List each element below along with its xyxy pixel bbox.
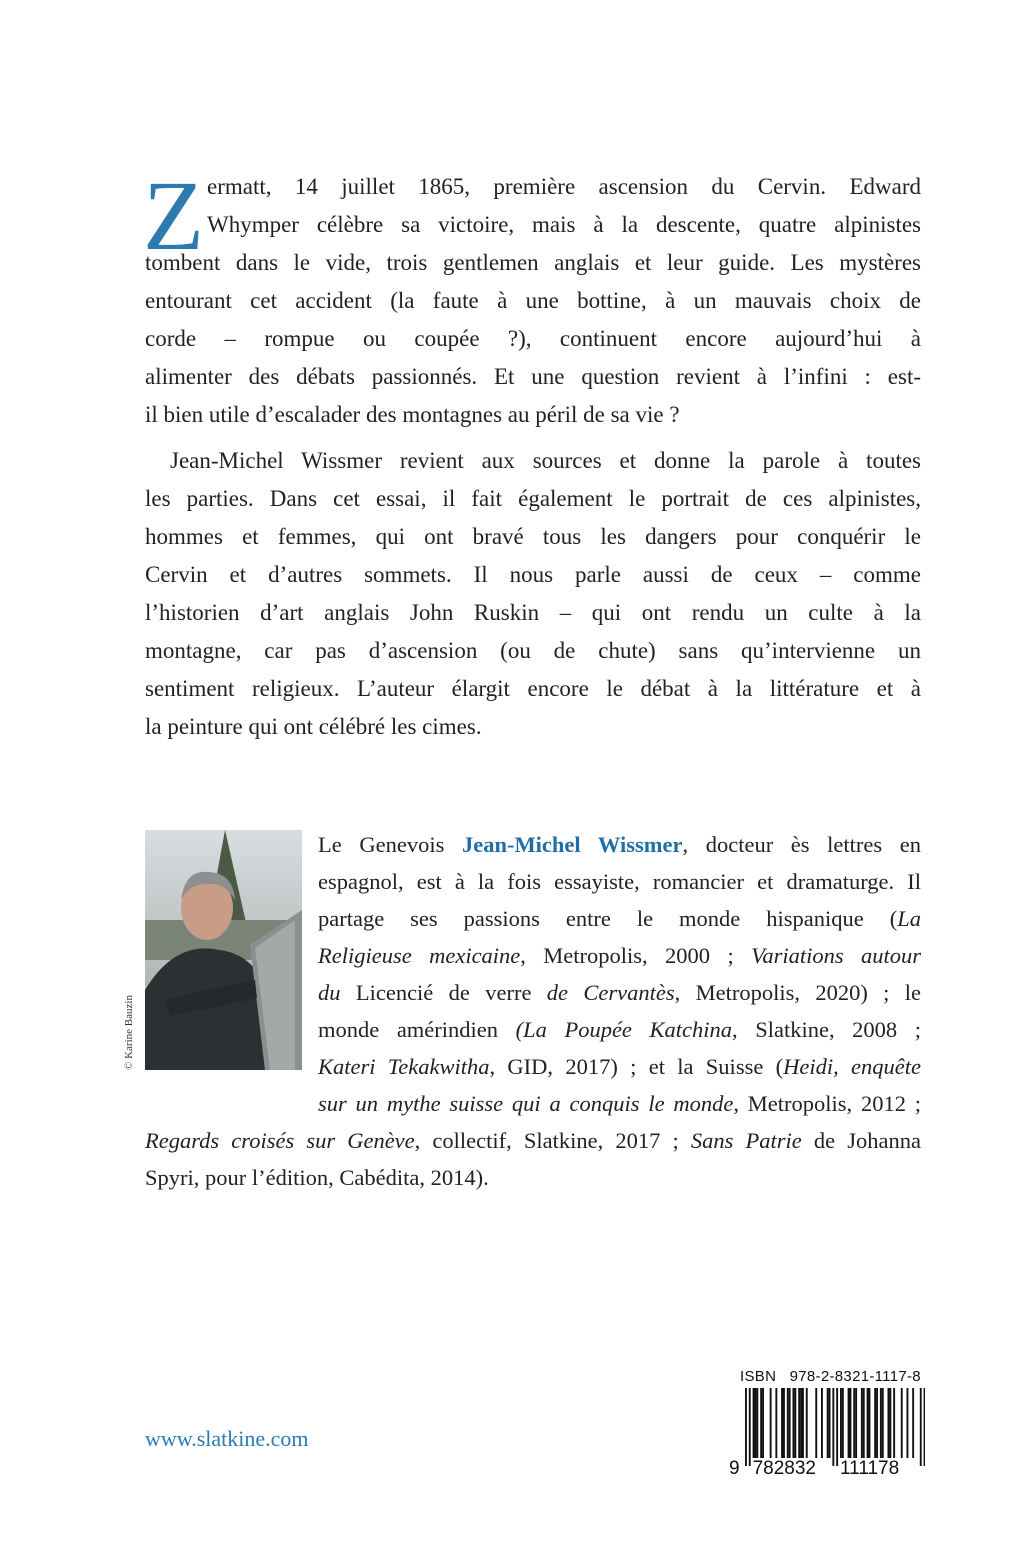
barcode-bar	[760, 1388, 762, 1458]
barcode-bar	[787, 1388, 789, 1458]
barcode-bar	[874, 1388, 876, 1458]
barcode-bar	[869, 1388, 871, 1458]
barcode-bar	[888, 1388, 890, 1458]
barcode	[725, 1388, 925, 1478]
blurb-line: Cervin et d’autres sommets. Il nous parle aussi de ceux – comme	[145, 562, 921, 587]
barcode-bar	[876, 1388, 878, 1458]
barcode-bar	[756, 1388, 758, 1458]
barcode-bar	[863, 1388, 865, 1458]
barcode-bar	[901, 1388, 903, 1458]
barcode-bar	[907, 1388, 909, 1458]
barcode-bar	[755, 1388, 757, 1458]
bio-line	[318, 937, 921, 975]
bio-text: , Slatkine, 2008 ;	[732, 1017, 921, 1042]
barcode-bar	[800, 1388, 802, 1458]
bio-text: , Metropolis, 2012 ;	[733, 1091, 922, 1116]
barcode-bar	[829, 1388, 831, 1458]
blurb-line: montagne, car pas d’ascension (ou de chute) sans qu’intervienne un	[145, 638, 921, 663]
photo-credit: © Karine Bauzin	[123, 995, 135, 1070]
barcode-bar	[794, 1388, 796, 1458]
barcode-bar	[855, 1388, 857, 1458]
book-title: Heidi, enquête	[783, 1054, 922, 1079]
bio-text: espagnol, est à la fois essayiste, romancier et dramaturge. Il	[318, 869, 921, 894]
barcode-digits: 111178	[840, 1458, 900, 1478]
bio-line	[318, 1048, 921, 1086]
blurb-line: Jean-Michel Wissmer revient aux sources et donne la parole à toutes	[170, 448, 921, 473]
book-title: du	[318, 980, 341, 1005]
barcode-bar	[861, 1388, 863, 1458]
barcode-bar	[749, 1388, 751, 1466]
blurb-line: tombent dans le vide, trois gentlemen anglais et leur guide. Les mystères	[145, 250, 921, 275]
book-title: de Cervantès	[546, 980, 675, 1005]
bio-text: , collectif, Slatkine, 2017 ;	[414, 1128, 691, 1153]
book-title: sur un mythe suisse qui a conquis le monde	[318, 1091, 734, 1116]
barcode-bar	[789, 1388, 791, 1458]
bio-line	[318, 863, 921, 901]
blurb-line: hommes et femmes, qui ont bravé tous les dangers pour conquérir le	[145, 524, 921, 549]
book-title: Variations autour	[751, 943, 921, 968]
book-title: La	[897, 906, 921, 931]
barcode-bar	[832, 1388, 834, 1466]
author-photo	[145, 830, 302, 1070]
barcode-bar	[781, 1388, 783, 1458]
barcode-bar	[924, 1388, 925, 1466]
book-title: Sans Patrie	[690, 1128, 802, 1153]
book-title: Regards croisés sur Genève	[145, 1128, 415, 1153]
bio-text: partage ses passions entre le monde hispanique (	[318, 906, 898, 931]
barcode-bar	[745, 1388, 747, 1466]
book-title: Kateri Tekakwitha	[318, 1054, 490, 1079]
bio-text: Le Genevois	[318, 832, 462, 857]
barcode-digits: 782832	[752, 1458, 817, 1478]
blurb-line: la peinture qui ont célébré les cimes.	[145, 714, 482, 739]
barcode-bar	[802, 1388, 804, 1458]
bio-text: , Metropolis, 2020) ; le	[674, 980, 922, 1005]
author-name: Jean-Michel Wissmer	[461, 832, 683, 857]
bio-line	[318, 1011, 921, 1049]
barcode-bar	[893, 1388, 895, 1458]
blurb-line: entourant cet accident (la faute à une bottine, à un mauvais choix de	[145, 288, 921, 313]
bio-line	[145, 1159, 921, 1197]
bio-line	[318, 1085, 921, 1123]
book-title: (La Poupée Katchina	[515, 1017, 732, 1042]
barcode-bar	[783, 1388, 785, 1458]
barcode-bar	[753, 1388, 755, 1458]
bio-line	[145, 1122, 921, 1160]
barcode-bar	[762, 1388, 764, 1458]
isbn-line	[740, 1368, 921, 1385]
blurb-line: sentiment religieux. L’auteur élargit encore le débat à la littérature et à	[145, 676, 921, 701]
barcode-bar	[920, 1388, 922, 1466]
blurb-line: Whymper célèbre sa victoire, mais à la descente, quatre alpinistes	[207, 212, 921, 237]
bio-text: monde amérindien	[318, 1017, 516, 1042]
bio-text: , docteur ès lettres en	[682, 832, 921, 857]
barcode-bar	[889, 1388, 891, 1458]
bio-line	[318, 900, 921, 938]
bio-line	[318, 974, 921, 1012]
barcode-bar	[867, 1388, 869, 1458]
barcode-bar	[798, 1388, 800, 1458]
barcode-bar	[827, 1388, 829, 1458]
barcode-bar	[770, 1388, 772, 1458]
barcode-bar	[842, 1388, 844, 1458]
book-title: Religieuse mexicaine	[318, 943, 521, 968]
barcode-bar	[912, 1388, 914, 1458]
isbn-label: ISBN	[740, 1368, 777, 1385]
barcode-bar	[840, 1388, 842, 1458]
bio-text: , Metropolis, 2000 ;	[520, 943, 752, 968]
barcode-bar	[775, 1388, 777, 1458]
barcode-bar	[880, 1388, 882, 1458]
barcode-bar	[806, 1388, 808, 1458]
barcode-bar	[793, 1388, 795, 1458]
website-link[interactable]: www.slatkine.com	[145, 1426, 309, 1451]
barcode-bar	[850, 1388, 852, 1458]
blurb-line: alimenter des débats passionnés. Et une question revient à l’infini : est-	[145, 364, 921, 389]
barcode-bar	[848, 1388, 850, 1458]
blurb-line: il bien utile d’escalader des montagnes au péril de sa vie ?	[145, 402, 680, 427]
drop-cap: Z	[143, 160, 205, 271]
barcode-digits: 9	[729, 1458, 740, 1478]
blurb-line: ermatt, 14 juillet 1865, première ascension du Cervin. Edward	[207, 174, 921, 199]
barcode-bar	[836, 1388, 838, 1466]
bio-text: Licencié de verre	[340, 980, 547, 1005]
bio-text: Spyri, pour l’édition, Cabédita, 2014).	[145, 1165, 489, 1190]
barcode-bar	[821, 1388, 823, 1458]
isbn-number: 978-2-8321-1117-8	[789, 1368, 921, 1385]
barcode-bar	[882, 1388, 884, 1458]
barcode-bar	[815, 1388, 817, 1458]
barcode-bar	[853, 1388, 855, 1458]
bio-line	[318, 826, 921, 864]
blurb-line: corde – rompue ou coupée ?), continuent encore aujourd’hui à	[145, 326, 921, 351]
blurb-line: les parties. Dans cet essai, il fait également le portrait de ces alpinistes,	[145, 486, 921, 511]
blurb-line: l’historien d’art anglais John Ruskin – qui ont rendu un culte à la	[145, 600, 921, 625]
bio-text: de Johanna	[801, 1128, 922, 1153]
bio-text: , GID, 2017) ; et la Suisse (	[489, 1054, 784, 1079]
